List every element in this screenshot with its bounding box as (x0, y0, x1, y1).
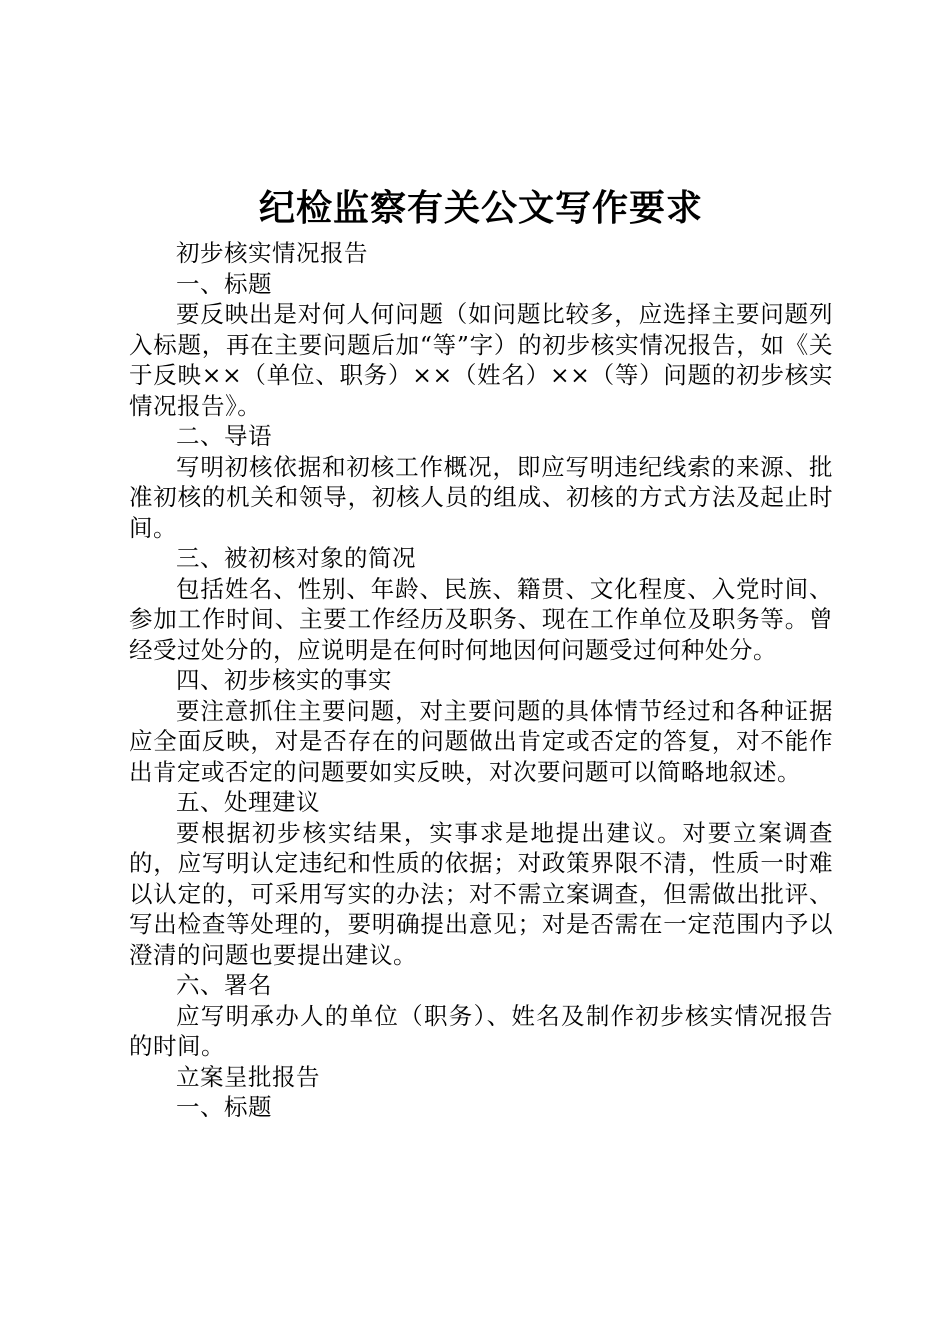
body-paragraph: 写明初核依据和初核工作概况，即应写明违纪线索的来源、批准初核的机关和领导，初核人员的组成、初核的方式方法及起止时间。 (129, 452, 833, 542)
document-title: 纪检监察有关公文写作要求 (258, 188, 703, 229)
subsection-heading: 一、标题 (176, 1093, 272, 1121)
section-heading: 立案呈批报告 (176, 1062, 320, 1091)
body-paragraph: 要根据初步核实结果，实事求是地提出建议。对要立案调查的，应写明认定违纪和性质的依据；对政策界限不清，性质一时难以认定的，可采用写实的办法；对不需立案调查，但需做出批评、写出检查等处理的，要明确提出意见；对是否需在一定范围内予以澄清的问题也要提出建议。 (129, 818, 833, 969)
body-paragraph: 包括姓名、性别、年龄、民族、籍贯、文化程度、入党时间、参加工作时间、主要工作经历及职务、现在工作单位及职务等。曾经受过处分的，应说明是在何时何地因何问题受过何种处分。 (129, 574, 833, 664)
subsection-heading: 五、处理建议 (176, 788, 320, 816)
body-paragraph: 要反映出是对何人何问题（如问题比较多，应选择主要问题列入标题，再在主要问题后加“等”字）的初步核实情况报告，如《关于反映××（单位、职务）××（姓名）××（等）问题的初步核实情况报告》。 (129, 300, 833, 420)
document-page (129, 180, 833, 1123)
subsection-heading: 四、初步核实的事实 (176, 666, 392, 694)
subsection-heading: 六、署名 (176, 971, 272, 999)
body-paragraph: 要注意抓住主要问题，对主要问题的具体情节经过和各种证据应全面反映，对是否存在的问题做出肯定或否定的答复，对不能作出肯定或否定的问题要如实反映，对次要问题可以简略地叙述。 (129, 696, 833, 786)
subsection-heading: 三、被初核对象的简况 (176, 544, 416, 572)
subsection-heading: 二、导语 (176, 422, 272, 450)
section-heading: 初步核实情况报告 (176, 239, 368, 267)
subsection-heading: 一、标题 (176, 269, 272, 298)
body-paragraph: 应写明承办人的单位（职务）、姓名及制作初步核实情况报告的时间。 (129, 1001, 833, 1060)
